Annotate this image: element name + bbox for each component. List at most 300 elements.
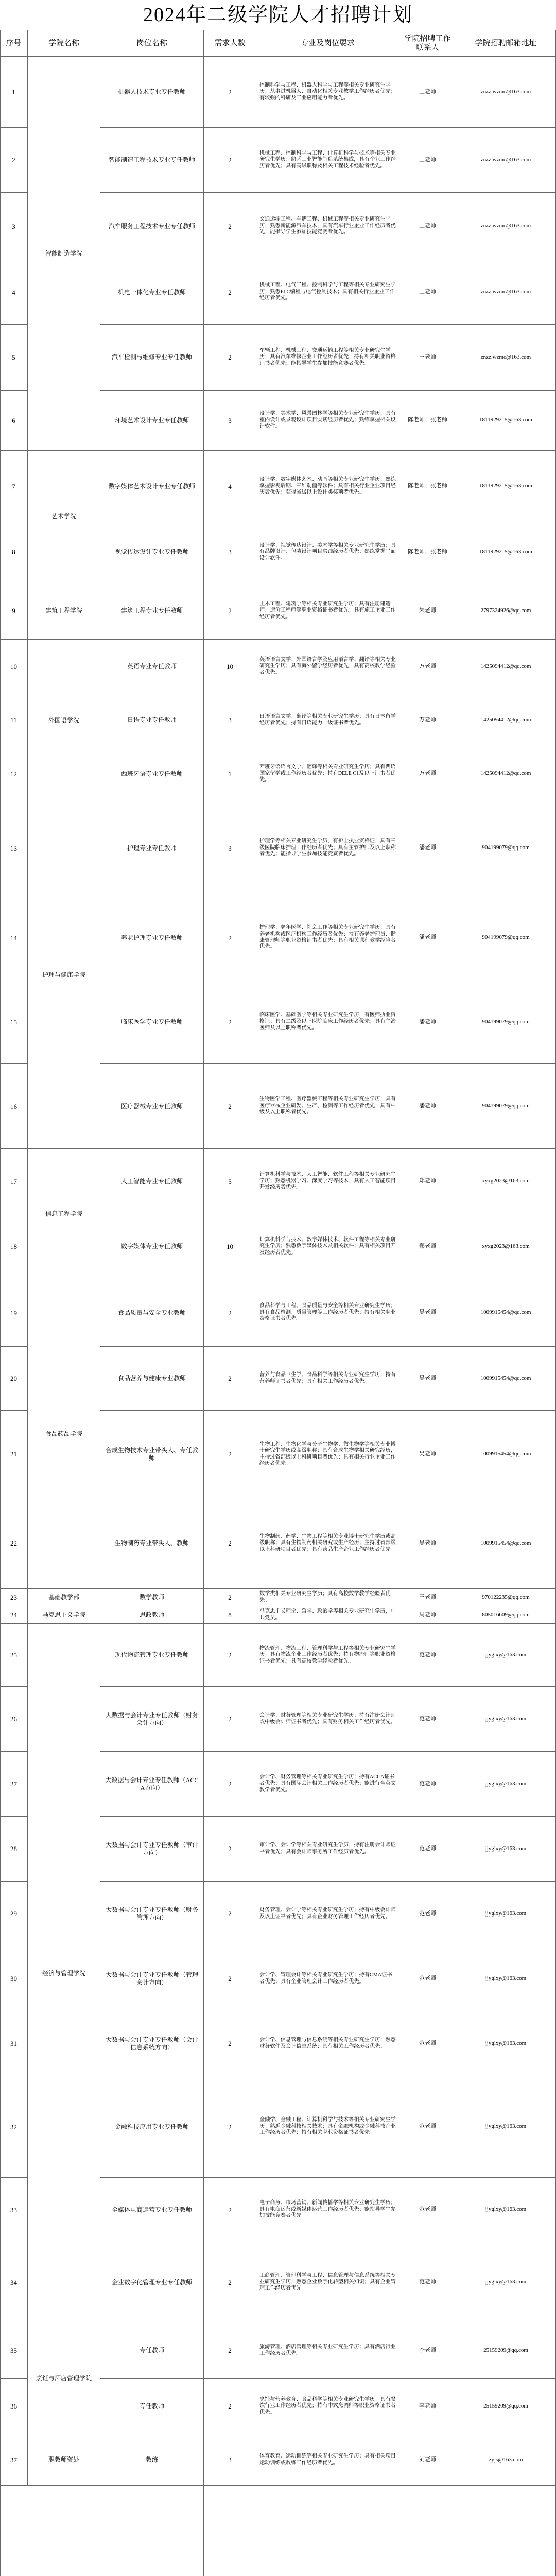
headcount-text: 2 xyxy=(228,353,232,361)
college-name xyxy=(28,640,100,801)
job-requirements xyxy=(256,451,399,522)
job-title xyxy=(100,2379,204,2434)
contact-person xyxy=(399,2323,456,2379)
job-title xyxy=(100,1817,204,1882)
contact-person-text: 朱老师 xyxy=(419,607,436,614)
job-requirements xyxy=(256,895,399,980)
row-number-text: 21 xyxy=(10,1450,17,1458)
job-requirements-text: 生物制药、药学、生物工程等相关专业博士研究生学历或高级职称；具有生物制药相关研究或生产经历；主持过省部级以上科研项目者优先；具有药品生产企业工作经历者优先。 xyxy=(259,1533,396,1552)
row-number xyxy=(0,801,28,895)
job-title-text: 西班牙语专业专任教师 xyxy=(120,770,183,777)
headcount xyxy=(204,325,256,391)
row-number-text: 29 xyxy=(10,1910,17,1918)
job-title xyxy=(100,1411,204,1498)
contact-person xyxy=(399,128,456,193)
job-title xyxy=(100,1606,204,1624)
contact-person-text: 万老师 xyxy=(419,663,436,669)
header-email-text: 学院招聘邮箱地址 xyxy=(475,39,537,47)
job-requirements-text: 财务管理、会计学等相关专业研究生学历；持有中级会计师及以上证书者优先；具有企业财务管理工作经历者优先。 xyxy=(259,1907,396,1920)
job-title xyxy=(100,522,204,582)
contact-person-text: 郑老师 xyxy=(419,1243,436,1249)
contact-email[interactable] xyxy=(456,1064,556,1149)
contact-person-text: 吴老师 xyxy=(419,1309,436,1316)
college-name xyxy=(28,1589,100,1606)
headcount-text: 2 xyxy=(228,1975,232,1982)
row-number-text: 26 xyxy=(10,1715,17,1723)
contact-email-text: 1425094412@qq.com xyxy=(480,770,531,777)
headcount xyxy=(204,1752,256,1817)
contact-person-text: 范老师 xyxy=(419,1780,436,1787)
row-number-text: 6 xyxy=(12,416,15,425)
row-number xyxy=(0,693,28,747)
job-title-text: 大数据与会计专业专任教师（会计信息系统方向） xyxy=(105,2036,198,2051)
contact-email[interactable] xyxy=(456,1687,556,1752)
headcount xyxy=(204,1946,256,2011)
contact-email[interactable] xyxy=(456,801,556,895)
headcount-text: 2 xyxy=(228,1845,232,1853)
college-name-text: 护理与健康学院 xyxy=(42,971,85,978)
job-requirements xyxy=(256,1411,399,1498)
contact-person xyxy=(399,2076,456,2178)
contact-person xyxy=(399,193,456,260)
job-title xyxy=(100,1946,204,2011)
row-number xyxy=(0,2076,28,2178)
contact-email-text: jjyglxy@163.com xyxy=(485,1715,527,1722)
contact-person xyxy=(399,451,456,522)
job-title-text: 食品质量与安全专业教师 xyxy=(117,1309,186,1316)
row-number-text: 32 xyxy=(10,2123,17,2131)
row-number-text: 23 xyxy=(10,1594,17,1601)
headcount xyxy=(204,1411,256,1498)
job-title xyxy=(100,1064,204,1149)
contact-person-text: 范老师 xyxy=(419,2123,436,2130)
contact-email[interactable] xyxy=(456,1347,556,1411)
contact-email-text: jjyglxy@163.com xyxy=(485,1780,527,1787)
total-blank xyxy=(256,2486,556,2576)
row-number xyxy=(0,260,28,325)
contact-person xyxy=(399,2242,456,2323)
job-requirements-text: 食品科学与工程、食品质量与安全等相关专业研究生学历；具有食品检测、质量管理等工作经历者优先；持有相关职业资格证书者优先。 xyxy=(259,1303,396,1322)
job-title xyxy=(100,1687,204,1752)
contact-email[interactable] xyxy=(456,1752,556,1817)
job-title xyxy=(100,391,204,451)
headcount-text: 3 xyxy=(228,416,232,425)
row-number-text: 19 xyxy=(10,1309,17,1317)
contact-email[interactable] xyxy=(456,1498,556,1589)
contact-email[interactable] xyxy=(456,2178,556,2242)
contact-email[interactable] xyxy=(456,1214,556,1279)
row-number-text: 34 xyxy=(10,2278,17,2286)
row-number xyxy=(0,1149,28,1214)
headcount-text: 3 xyxy=(228,716,232,724)
contact-email[interactable] xyxy=(456,522,556,582)
row-number-text: 35 xyxy=(10,2347,17,2354)
contact-email[interactable] xyxy=(456,1589,556,1606)
headcount xyxy=(204,1347,256,1411)
row-number xyxy=(0,2178,28,2242)
job-title xyxy=(100,193,204,260)
job-title-text: 教练 xyxy=(145,2456,158,2463)
headcount-text: 2 xyxy=(228,934,232,942)
row-number xyxy=(0,2379,28,2434)
contact-person-text: 李老师 xyxy=(419,2402,436,2409)
job-title-text: 汽车检测与维修专业专任教师 xyxy=(111,353,192,361)
contact-email-text: 1009915454@qq.com xyxy=(480,1539,531,1546)
contact-person xyxy=(399,582,456,640)
contact-person-text: 陈老师、张老师 xyxy=(408,483,447,489)
header-contact-text: 学院招聘工作联系人 xyxy=(404,34,451,52)
job-title-text: 建筑工程专业专任教师 xyxy=(120,607,183,614)
job-requirements xyxy=(256,1817,399,1882)
job-requirements xyxy=(256,522,399,582)
contact-email[interactable] xyxy=(456,2379,556,2434)
contact-email[interactable] xyxy=(456,1149,556,1214)
headcount xyxy=(204,2076,256,2178)
job-requirements xyxy=(256,325,399,391)
job-requirements-text: 金融学、金融工程、计算机科学与技术等相关专业研究生学历；熟悉金融科技相关技术；具有金融机构或金融科技企业工作经历者优先；持有相关职业资格证书者优先。 xyxy=(259,2117,396,2136)
job-requirements-text: 生物医学工程、医疗器械工程等相关专业研究生学历；具有医疗器械企业研发、生产、检测等工作经历者优先；具有中级及以上职称者优先。 xyxy=(259,1096,396,1115)
contact-person xyxy=(399,522,456,582)
job-title-text: 日语专业专任教师 xyxy=(127,716,177,723)
headcount-text: 10 xyxy=(227,1243,233,1250)
contact-email[interactable] xyxy=(456,2242,556,2323)
job-title xyxy=(100,2011,204,2076)
contact-person-text: 王老师 xyxy=(419,353,436,360)
contact-email[interactable] xyxy=(456,260,556,325)
job-title xyxy=(100,1498,204,1589)
job-title xyxy=(100,451,204,522)
job-title xyxy=(100,1149,204,1214)
job-requirements-text: 计算机科学与技术、数字媒体技术、软件工程等相关专业研究生学历；熟悉数字媒体技术及相关软件；具有相关项目开发经历者优先。 xyxy=(259,1236,396,1256)
contact-email-text: 1425094412@qq.com xyxy=(480,716,531,723)
job-title xyxy=(100,1279,204,1347)
contact-email[interactable] xyxy=(456,1606,556,1624)
contact-email-text: jjyglxy@163.com xyxy=(485,2206,527,2213)
headcount xyxy=(204,128,256,193)
headcount xyxy=(204,1606,256,1624)
row-number xyxy=(0,1498,28,1589)
job-title-text: 合成生物技术专业带头人、专任教师 xyxy=(105,1446,198,1462)
headcount-text: 2 xyxy=(228,222,232,230)
job-requirements-text: 马克思主义理论、哲学、政治学等相关专业研究生学历，中共党员。 xyxy=(259,1608,396,1621)
headcount xyxy=(204,1687,256,1752)
job-title xyxy=(100,2076,204,2178)
contact-person xyxy=(399,1606,456,1624)
contact-email[interactable] xyxy=(456,325,556,391)
row-number-text: 18 xyxy=(10,1243,17,1250)
job-requirements-text: 审计学、会计学等相关专业研究生学历；持有注册会计师证书者优先；具有会计师事务所工作经历者优先。 xyxy=(259,1842,396,1855)
row-number xyxy=(0,1279,28,1347)
contact-person xyxy=(399,2178,456,2242)
contact-email[interactable] xyxy=(456,2323,556,2379)
job-requirements xyxy=(256,2434,399,2486)
recruitment-table xyxy=(0,30,556,2576)
row-number-text: 13 xyxy=(10,844,17,852)
contact-email-text: 1811929215@163.com xyxy=(479,417,532,423)
job-requirements xyxy=(256,2076,399,2178)
headcount xyxy=(204,582,256,640)
headcount xyxy=(204,2323,256,2379)
headcount-text: 2 xyxy=(228,288,232,296)
job-requirements-text: 控制科学与工程、机器人科学与工程等相关专业研究生学历；从事过机器人、自动化相关专业教学工作经历者优先；有较强的科研及工业应用能力者优先。 xyxy=(259,82,396,101)
header-requirements xyxy=(256,30,399,57)
job-requirements-text: 车辆工程、机械工程、交通运输工程等相关专业研究生学历；具有汽车维修企业工作经历者优先；持有相关职业资格证书者优先；能指导学生参加技能竞赛者优先。 xyxy=(259,347,396,366)
row-number xyxy=(0,1817,28,1882)
job-requirements-text: 会计学、管理会计等相关专业研究生学历；持有CMA证书者优先；具有企业管理会计工作经历者优先。 xyxy=(259,1972,392,1985)
job-requirements xyxy=(256,1687,399,1752)
headcount-text: 2 xyxy=(228,1715,232,1723)
header-email xyxy=(456,30,556,57)
contact-email[interactable] xyxy=(456,1882,556,1946)
headcount-text: 10 xyxy=(227,663,233,670)
college-name xyxy=(28,1624,100,2323)
contact-person-text: 潘老师 xyxy=(419,1018,436,1025)
job-title xyxy=(100,325,204,391)
headcount-text: 2 xyxy=(228,1309,232,1317)
contact-email[interactable] xyxy=(456,2434,556,2486)
job-requirements xyxy=(256,2178,399,2242)
contact-person-text: 潘老师 xyxy=(419,934,436,941)
headcount-text: 3 xyxy=(228,548,232,556)
contact-email-text: xyxg2023@163.com xyxy=(482,1178,530,1184)
contact-email-text: jjyglxy@163.com xyxy=(485,1910,527,1917)
college-name xyxy=(28,451,100,582)
contact-person xyxy=(399,1279,456,1347)
contact-person xyxy=(399,1882,456,1946)
contact-person xyxy=(399,1752,456,1817)
college-name xyxy=(28,582,100,640)
row-number xyxy=(0,1687,28,1752)
contact-email[interactable] xyxy=(456,451,556,522)
job-requirements xyxy=(256,128,399,193)
college-name-text: 烹饪与酒店管理学院 xyxy=(36,2375,92,2382)
contact-person xyxy=(399,1347,456,1411)
college-name-text: 基础教学部 xyxy=(48,1594,79,1601)
job-title-text: 数字媒体专业专任教师 xyxy=(120,1243,183,1250)
headcount xyxy=(204,2242,256,2323)
headcount xyxy=(204,980,256,1064)
job-title xyxy=(100,980,204,1064)
contact-person-text: 周老师 xyxy=(419,1611,436,1618)
contact-email-text: jjyglxy@163.com xyxy=(485,1845,527,1852)
contact-person-text: 王老师 xyxy=(419,1594,436,1600)
job-requirements-text: 生物工程、生物化学与分子生物学、微生物学等相关专业博士研究生学历或高级职称；具有合成生物学相关研究经历，主持过省部级以上科研项目者优先；具有相关行业企业工作经历者优先。 xyxy=(259,1441,396,1466)
college-name xyxy=(28,801,100,1149)
row-number-text: 25 xyxy=(10,1651,17,1659)
contact-person xyxy=(399,980,456,1064)
contact-email-text: 25159209@qq.com xyxy=(483,2347,528,2353)
job-title xyxy=(100,895,204,980)
contact-email-text: znzz.wzmc@163.com xyxy=(480,223,531,229)
job-title xyxy=(100,640,204,693)
row-number-text: 14 xyxy=(10,934,17,942)
job-title-text: 数字媒体艺术设计专业专任教师 xyxy=(108,482,195,490)
headcount xyxy=(204,522,256,582)
job-requirements-text: 物流管理、物流工程、管理科学与工程等相关专业研究生学历；具有物流企业工作经历者优先；持有物流师等职业资格证书者优先；具有高校教学经验者优先。 xyxy=(259,1645,396,1664)
job-requirements-text: 会计学、信息管理与信息系统等相关专业研究生学历；熟悉财务软件及会计信息系统；具有相关工作经历者优先。 xyxy=(259,2037,396,2049)
headcount-text: 2 xyxy=(228,88,232,96)
header-requirements-text: 专业及岗位要求 xyxy=(300,39,355,47)
row-number-text: 33 xyxy=(10,2206,17,2214)
job-requirements xyxy=(256,693,399,747)
row-number xyxy=(0,582,28,640)
contact-email[interactable] xyxy=(456,980,556,1064)
contact-email-text: 1811929215@163.com xyxy=(479,483,532,489)
headcount-text: 2 xyxy=(228,1102,232,1110)
contact-email[interactable] xyxy=(456,2076,556,2178)
contact-person-text: 李老师 xyxy=(419,2347,436,2353)
job-requirements xyxy=(256,640,399,693)
row-number-text: 15 xyxy=(10,1018,17,1026)
contact-person-text: 潘老师 xyxy=(419,1103,436,1109)
contact-person-text: 范老师 xyxy=(419,1910,436,1917)
job-requirements-text: 机械工程、电气工程、控制科学与工程等相关专业研究生学历；熟悉PLC编程与电气控制技术；具有相关行业企业工作经历者优先。 xyxy=(259,282,396,301)
job-requirements xyxy=(256,1606,399,1624)
row-number-text: 7 xyxy=(12,482,15,490)
headcount xyxy=(204,1817,256,1882)
contact-email-text: 1425094412@qq.com xyxy=(480,663,531,669)
college-name xyxy=(28,2434,100,2486)
contact-email[interactable] xyxy=(456,1946,556,2011)
headcount-text: 8 xyxy=(228,1611,232,1619)
college-name-text: 食品药品学院 xyxy=(45,1430,82,1437)
job-requirements xyxy=(256,2242,399,2323)
contact-email-text: 805016609@qq.com xyxy=(482,1611,530,1618)
job-requirements xyxy=(256,391,399,451)
contact-email[interactable] xyxy=(456,1411,556,1498)
contact-email[interactable] xyxy=(456,57,556,128)
job-requirements xyxy=(256,1589,399,1606)
job-requirements xyxy=(256,1347,399,1411)
college-name-text: 建筑工程学院 xyxy=(45,607,82,614)
job-requirements xyxy=(256,2379,399,2434)
headcount-text: 2 xyxy=(228,1539,232,1547)
contact-email[interactable] xyxy=(456,193,556,260)
contact-email[interactable] xyxy=(456,693,556,747)
contact-email[interactable] xyxy=(456,2011,556,2076)
college-name xyxy=(28,1606,100,1624)
contact-person-text: 范老师 xyxy=(419,1715,436,1722)
contact-email[interactable] xyxy=(456,582,556,640)
row-number-text: 12 xyxy=(10,770,17,778)
headcount xyxy=(204,693,256,747)
headcount-text: 3 xyxy=(228,2456,232,2464)
row-number-text: 27 xyxy=(10,1780,17,1788)
job-requirements xyxy=(256,582,399,640)
contact-email[interactable] xyxy=(456,391,556,451)
contact-email-text: znzz.wzmc@163.com xyxy=(480,353,531,360)
contact-person xyxy=(399,1589,456,1606)
contact-person-text: 范老师 xyxy=(419,2279,436,2285)
row-number xyxy=(0,1624,28,1687)
job-title xyxy=(100,57,204,128)
contact-person xyxy=(399,2379,456,2434)
row-number-text: 2 xyxy=(12,156,15,164)
job-title-text: 视觉传达设计专业专任教师 xyxy=(114,548,189,555)
contact-person-text: 潘老师 xyxy=(419,844,436,851)
contact-email-text: 1009915454@qq.com xyxy=(480,1375,531,1381)
headcount-text: 2 xyxy=(228,2206,232,2214)
contact-person-text: 王老师 xyxy=(419,223,436,229)
headcount-text: 2 xyxy=(228,2402,232,2410)
job-title-text: 现代物流管理专业专任教师 xyxy=(114,1651,189,1658)
headcount xyxy=(204,1149,256,1214)
headcount-text: 2 xyxy=(228,1375,232,1382)
row-number xyxy=(0,1214,28,1279)
contact-person-text: 吴老师 xyxy=(419,1539,436,1546)
college-name-text: 智能制造学院 xyxy=(45,249,82,257)
contact-email-text: znzz.wzmc@163.com xyxy=(480,156,531,163)
contact-person-text: 吴老师 xyxy=(419,1450,436,1457)
header-college-text: 学院名称 xyxy=(48,39,79,47)
headcount xyxy=(204,747,256,801)
row-number-text: 1 xyxy=(12,88,15,96)
job-requirements-text: 计算机科学与技术、人工智能、软件工程等相关专业研究生学历；熟悉机器学习、深度学习等技术；具有人工智能项目开发经历者优先。 xyxy=(259,1172,396,1191)
job-title-text: 全媒体电商运营专业专任教师 xyxy=(111,2206,192,2213)
job-requirements xyxy=(256,1214,399,1279)
job-requirements xyxy=(256,1279,399,1347)
job-requirements-text: 西班牙语语言文学、翻译等相关专业研究生学历；具有西语国家留学或工作经历者优先；持有DELE C1及以上证书者优先。 xyxy=(259,764,396,783)
row-number xyxy=(0,57,28,128)
job-title xyxy=(100,801,204,895)
contact-email[interactable] xyxy=(456,640,556,693)
headcount-text: 1 xyxy=(228,770,232,778)
college-name xyxy=(28,1279,100,1589)
contact-email-text: znzz.wzmc@163.com xyxy=(480,88,531,95)
contact-email[interactable] xyxy=(456,1817,556,1882)
contact-person xyxy=(399,801,456,895)
job-title-text: 企业数字化管理专业专任教师 xyxy=(111,2278,192,2286)
row-number-text: 22 xyxy=(10,1539,17,1547)
job-title-text: 大数据与会计专业专任教师（财务管理方向） xyxy=(105,1906,198,1921)
contact-email-text: 904199079@qq.com xyxy=(482,844,530,851)
header-no xyxy=(0,30,28,57)
row-number-text: 11 xyxy=(10,716,17,724)
headcount-text: 2 xyxy=(228,1780,232,1788)
job-title-text: 专任教师 xyxy=(139,2347,164,2354)
job-title xyxy=(100,260,204,325)
contact-email[interactable] xyxy=(456,128,556,193)
header-contact xyxy=(399,30,456,57)
job-requirements xyxy=(256,747,399,801)
job-requirements xyxy=(256,1946,399,2011)
contact-email[interactable] xyxy=(456,1279,556,1347)
contact-person xyxy=(399,1411,456,1498)
job-requirements-text: 设计学、美术学、风景园林学等相关专业研究生学历；具有室内设计或景观设计项目实践经历者优先；熟练掌握相关设计软件。 xyxy=(259,411,396,430)
contact-email-text: zyjs@163.com xyxy=(489,2456,523,2463)
contact-person xyxy=(399,895,456,980)
contact-email[interactable] xyxy=(456,1624,556,1687)
contact-email-text: jjyglxy@163.com xyxy=(485,1975,527,1981)
contact-email[interactable] xyxy=(456,895,556,980)
job-title xyxy=(100,1624,204,1687)
row-number xyxy=(0,640,28,693)
job-title xyxy=(100,1752,204,1817)
row-number-text: 20 xyxy=(10,1375,17,1382)
contact-person-text: 万老师 xyxy=(419,770,436,777)
headcount xyxy=(204,451,256,522)
job-title xyxy=(100,693,204,747)
contact-email[interactable] xyxy=(456,747,556,801)
job-requirements-text: 护理学、老年医学、社会工作等相关专业研究生学历；具有养老机构或医疗机构工作经历者优先；持有养老护理员、健康管理师等职业资格证书者优先；具有相关课程教学经验者优先。 xyxy=(259,925,396,950)
job-title-text: 机器人技术专业专任教师 xyxy=(117,88,186,95)
row-number-text: 24 xyxy=(10,1611,17,1619)
college-name-text: 职教师资处 xyxy=(48,2456,79,2463)
contact-email-text: 25159209@qq.com xyxy=(483,2402,528,2409)
contact-email-text: 2797324926@qq.com xyxy=(480,607,531,614)
contact-person-text: 王老师 xyxy=(419,88,436,95)
job-title-text: 大数据与会计专业专任教师（ACCA方向） xyxy=(105,1776,199,1791)
